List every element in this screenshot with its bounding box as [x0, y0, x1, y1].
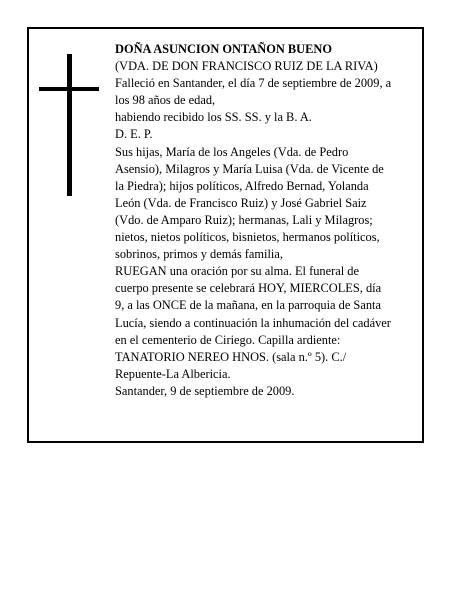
notice-line: Lucía, siendo a continuación la inhumación del cadáver: [115, 315, 391, 330]
obituary-notice: [27, 27, 424, 443]
notice-line: 9, a las ONCE de la mañana, en la parroquia de Santa: [115, 298, 381, 313]
notice-line: RUEGAN una oración por su alma. El funeral de: [115, 264, 359, 279]
notice-line: Sus hijas, María de los Angeles (Vda. de Pedro: [115, 144, 349, 159]
notice-line: D. E. P.: [115, 127, 153, 142]
notice-line: (VDA. DE DON FRANCISCO RUIZ DE LA RIVA): [115, 59, 378, 74]
notice-line: habiendo recibido los SS. SS. y la B. A.: [115, 110, 312, 125]
notice-line: TANATORIO NEREO HNOS. (sala n.º 5). C./: [115, 349, 347, 364]
notice-text: [115, 41, 420, 400]
notice-line: (Vdo. de Amparo Ruiz); hermanas, Lali y Milagros;: [115, 212, 373, 227]
deceased-name: DOÑA ASUNCION ONTAÑON BUENO: [115, 42, 332, 56]
notice-line: Falleció en Santander, el día 7 de septiembre de 2009, a: [115, 76, 392, 91]
notice-line: nietos, nietos políticos, bisnietos, hermanos políticos,: [115, 230, 380, 245]
notice-line: cuerpo presente se celebrará HOY, MIERCOLES, día: [115, 281, 382, 296]
notice-line: León (Vda. de Francisco Ruiz) y José Gabriel Saiz: [115, 195, 367, 210]
notice-line: la Piedra); hijos políticos, Alfredo Bernad, Yolanda: [115, 178, 369, 193]
notice-line: sobrinos, primos y demás familia,: [115, 247, 283, 262]
cross-icon: [39, 54, 99, 204]
notice-line: Santander, 9 de septiembre de 2009.: [115, 383, 295, 398]
notice-line: Asensio), Milagros y María Luisa (Vda. de Vicente de: [115, 161, 384, 176]
notice-line: Repuente-La Albericia.: [115, 366, 231, 381]
notice-line: los 98 años de edad,: [115, 93, 216, 108]
notice-line: en el cementerio de Ciriego. Capilla ardiente:: [115, 332, 341, 347]
